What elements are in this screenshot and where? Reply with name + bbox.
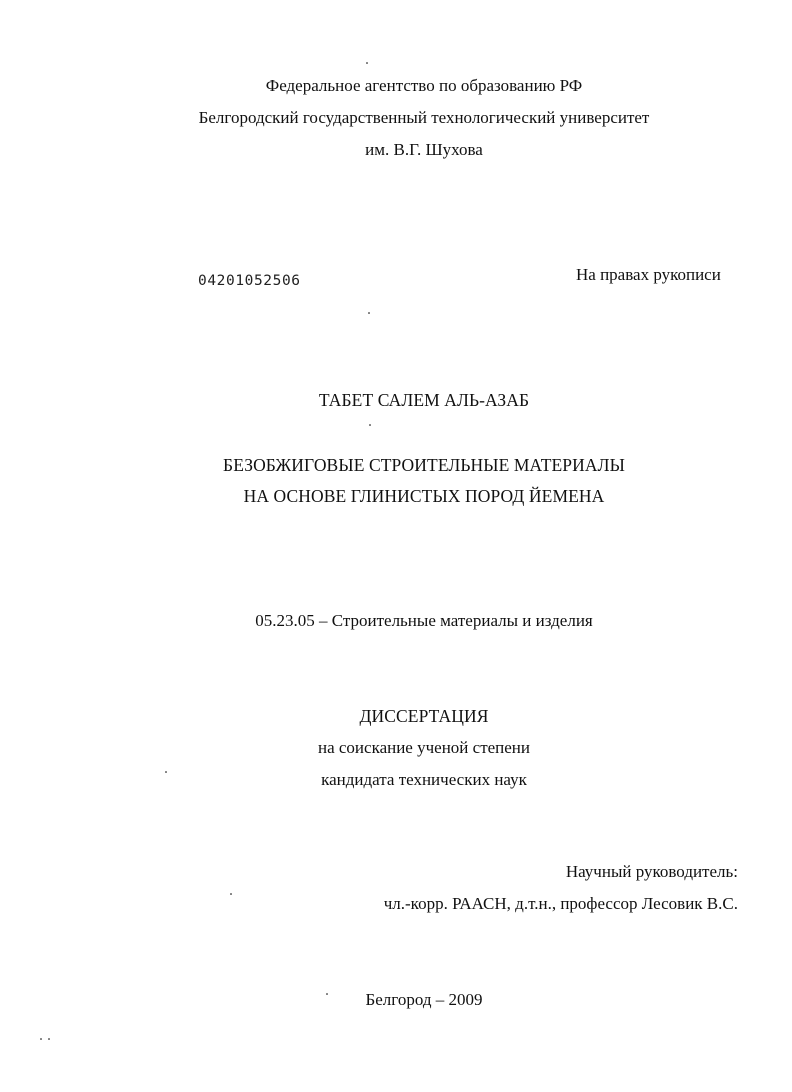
agency-line: Федеральное агентство по образованию РФ bbox=[265, 76, 583, 95]
scan-speck bbox=[366, 62, 368, 64]
scan-speck bbox=[326, 993, 328, 995]
specialty-line: 05.23.05 – Строительные материалы и изделия bbox=[255, 611, 593, 630]
rights-note: На правах рукописи bbox=[576, 265, 721, 284]
title-line-1: БЕЗОБЖИГОВЫЕ СТРОИТЕЛЬНЫЕ МАТЕРИАЛЫ bbox=[223, 455, 625, 475]
scan-speck bbox=[48, 1038, 50, 1040]
title-line-2: НА ОСНОВЕ ГЛИНИСТЫХ ПОРОД ЙЕМЕНА bbox=[243, 486, 605, 506]
degree-purpose-line-1: на соискание ученой степени bbox=[317, 738, 531, 757]
place-year: Белгород – 2009 bbox=[365, 990, 483, 1009]
supervisor-name: чл.-корр. РААСН, д.т.н., профессор Лесовик В.С. bbox=[383, 894, 738, 913]
scan-speck bbox=[368, 312, 370, 314]
work-type: ДИССЕРТАЦИЯ bbox=[359, 706, 489, 726]
scan-speck bbox=[40, 1038, 42, 1040]
catalog-number: 04201052506 bbox=[198, 273, 301, 289]
scan-speck bbox=[230, 893, 232, 895]
university-line: Белгородский государственный технологический университет bbox=[198, 108, 650, 127]
scan-speck bbox=[165, 771, 167, 773]
degree-purpose-line-2: кандидата технических наук bbox=[321, 770, 527, 789]
supervisor-label: Научный руководитель: bbox=[565, 862, 738, 881]
author-name: ТАБЕТ САЛЕМ АЛЬ-АЗАБ bbox=[318, 390, 530, 410]
scan-speck bbox=[369, 424, 371, 426]
named-after-line: им. В.Г. Шухова bbox=[365, 140, 483, 159]
